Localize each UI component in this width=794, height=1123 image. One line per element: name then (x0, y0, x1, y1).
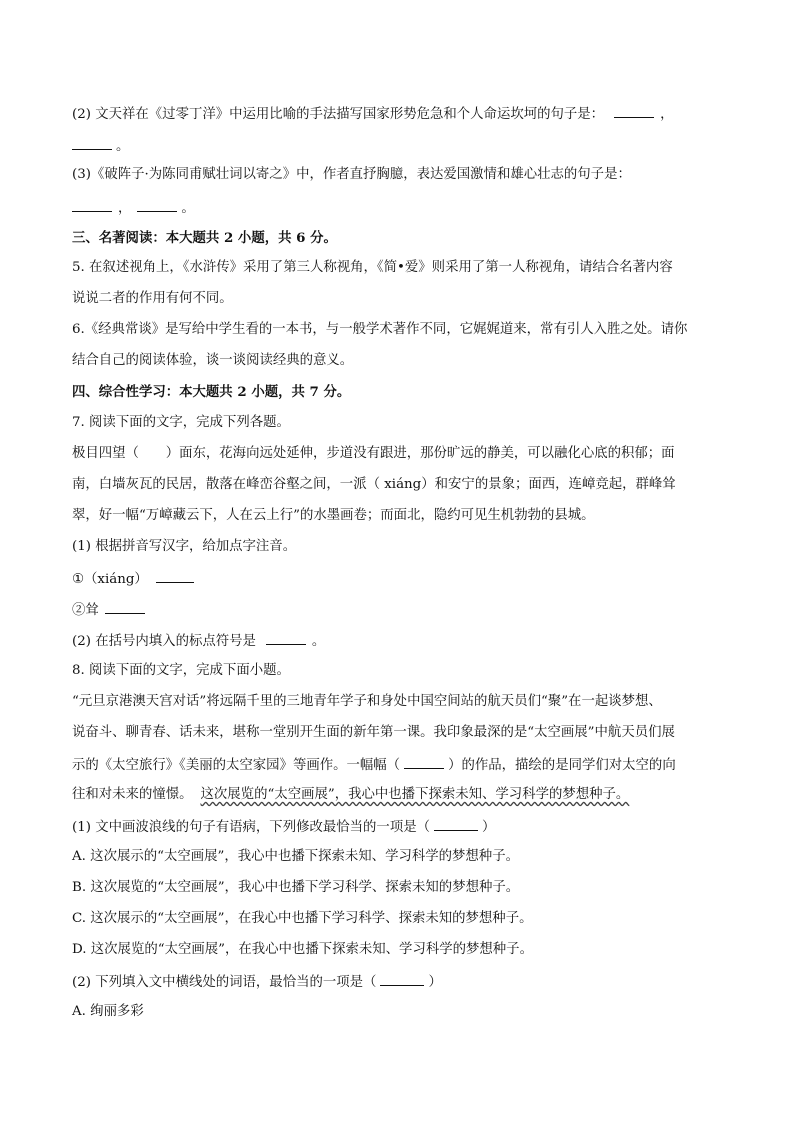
answer-blank[interactable] (404, 755, 444, 769)
item-label: ②耸 (72, 603, 99, 618)
option-b: B. 这次展览的“太空画展”，我心中也播下学习科学、探索未知的梦想种子。 (72, 880, 520, 895)
option-c: C. 这次展示的“太空画展”，在我心中也播下学习科学、探索未知的梦想种子。 (72, 911, 533, 926)
option-a: A. 这次展示的“太空画展”，我心中也播下探索未知、学习科学的梦想种子。 (72, 849, 519, 864)
question-text: (1) 文中画波浪线的句子有语病，下列修改最恰当的一项是（ (72, 820, 430, 835)
question-6: 6.《经典常谈》是写给中学生看的一本书，与一般学术著作不同，它娓娓道来，常有引人入胜之处。请你 (72, 322, 688, 337)
punct: 。 (181, 201, 195, 216)
answer-blank[interactable] (434, 817, 478, 831)
q2-line (72, 104, 673, 124)
passage-line: 说奋斗、聊青春、话未来，堪称一堂别开生面的新年第一课。我印象最深的是“太空画展”中航天员们展 (72, 725, 675, 740)
question-5: 5. 在叙述视角上，《水浒传》采用了第三人称视角，《简•爱》则采用了第一人称视角，请结合名著内容 (72, 260, 673, 275)
answer-blank[interactable] (72, 198, 112, 212)
question-6-cont: 结合自己的阅读体验，谈一谈阅读经典的意义。 (72, 353, 354, 368)
sub-question (72, 631, 325, 651)
wavy-underlined-sentence: 这次展览的“太空画展”，我心中也播下探索未知、学习科学的梦想种子。 (200, 787, 630, 802)
answer-blank[interactable] (72, 136, 112, 150)
punct: ， (118, 201, 132, 216)
question-7: 7. 阅读下面的文字，完成下列各题。 (72, 415, 290, 430)
sub-item (72, 569, 194, 589)
q3-line-2 (72, 198, 195, 218)
punct: ） (482, 820, 496, 835)
question-8: 8. 阅读下面的文字，完成下面小题。 (72, 663, 290, 678)
item-label: ①（xiáng） (72, 572, 148, 587)
answer-blank[interactable] (105, 600, 145, 614)
answer-blank[interactable] (266, 631, 306, 645)
sub-item (72, 600, 145, 620)
passage-line: 极目四望（ ）面东，花海向远处延伸，步道没有跟进，那份旷远的静美，可以融化心底的积郁；面 (72, 446, 675, 461)
option-a: A. 绚丽多彩 (72, 1004, 144, 1019)
question-text: (2) 在括号内填入的标点符号是 (72, 634, 256, 649)
punct: ， (660, 107, 674, 122)
answer-blank[interactable] (380, 972, 424, 986)
sub-question: (1) 根据拼音写汉字，给加点字注音。 (72, 539, 297, 554)
punct: 。 (311, 634, 326, 649)
option-d: D. 这次展览的“太空画展”，在我心中也播下探索未知、学习科学的梦想种子。 (72, 942, 533, 957)
passage-text: 往和对未来的憧憬。 (72, 787, 193, 802)
passage-line (72, 755, 676, 775)
sub-question (72, 972, 442, 992)
question-text: (2) 下列填入文中横线处的词语，最恰当的一项是（ (72, 975, 377, 990)
answer-blank[interactable] (137, 198, 177, 212)
punct: ） (428, 975, 442, 990)
passage-line (72, 786, 629, 804)
passage-text: ）的作品，描绘的是同学们对太空的向 (448, 758, 676, 773)
section-heading: 四、综合性学习：本大题共 2 小题，共 7 分。 (72, 384, 351, 400)
punct: 。 (116, 139, 130, 154)
answer-blank[interactable] (614, 104, 654, 118)
section-heading: 三、名著阅读：本大题共 2 小题，共 6 分。 (72, 230, 337, 246)
q2-line-2 (72, 136, 129, 156)
answer-blank[interactable] (156, 569, 194, 583)
sub-question (72, 817, 495, 837)
q2-text: (2) 文天祥在《过零丁洋》中运用比喻的手法描写国家形势危急和个人命运坎坷的句子是： (72, 107, 605, 122)
passage-line: “元旦京港澳天宫对话”将远隔千里的三地青年学子和身处中国空间站的航天员们“聚”在一起谈梦想、 (72, 694, 662, 709)
passage-text: 示的《太空旅行》《美丽的太空家园》等画作。一幅幅（ (72, 758, 401, 773)
question-5-cont: 说说二者的作用有何不同。 (72, 291, 233, 306)
passage-line: 南，白墙灰瓦的民居，散落在峰峦谷壑之间，一派（ xiáng）和安宁的景象；面西，连嶂竞起，群峰耸 (72, 477, 676, 492)
passage-line: 翠，好一幅“万嶂藏云下，人在云上行”的水墨画卷；而面北，隐约可见生机勃勃的县城。 (72, 508, 595, 523)
q3-line (72, 166, 631, 184)
q3-text: (3)《破阵子·为陈同甫赋壮词以寄之》中，作者直抒胸臆，表达爱国激情和雄心壮志的句子是： (72, 167, 631, 182)
